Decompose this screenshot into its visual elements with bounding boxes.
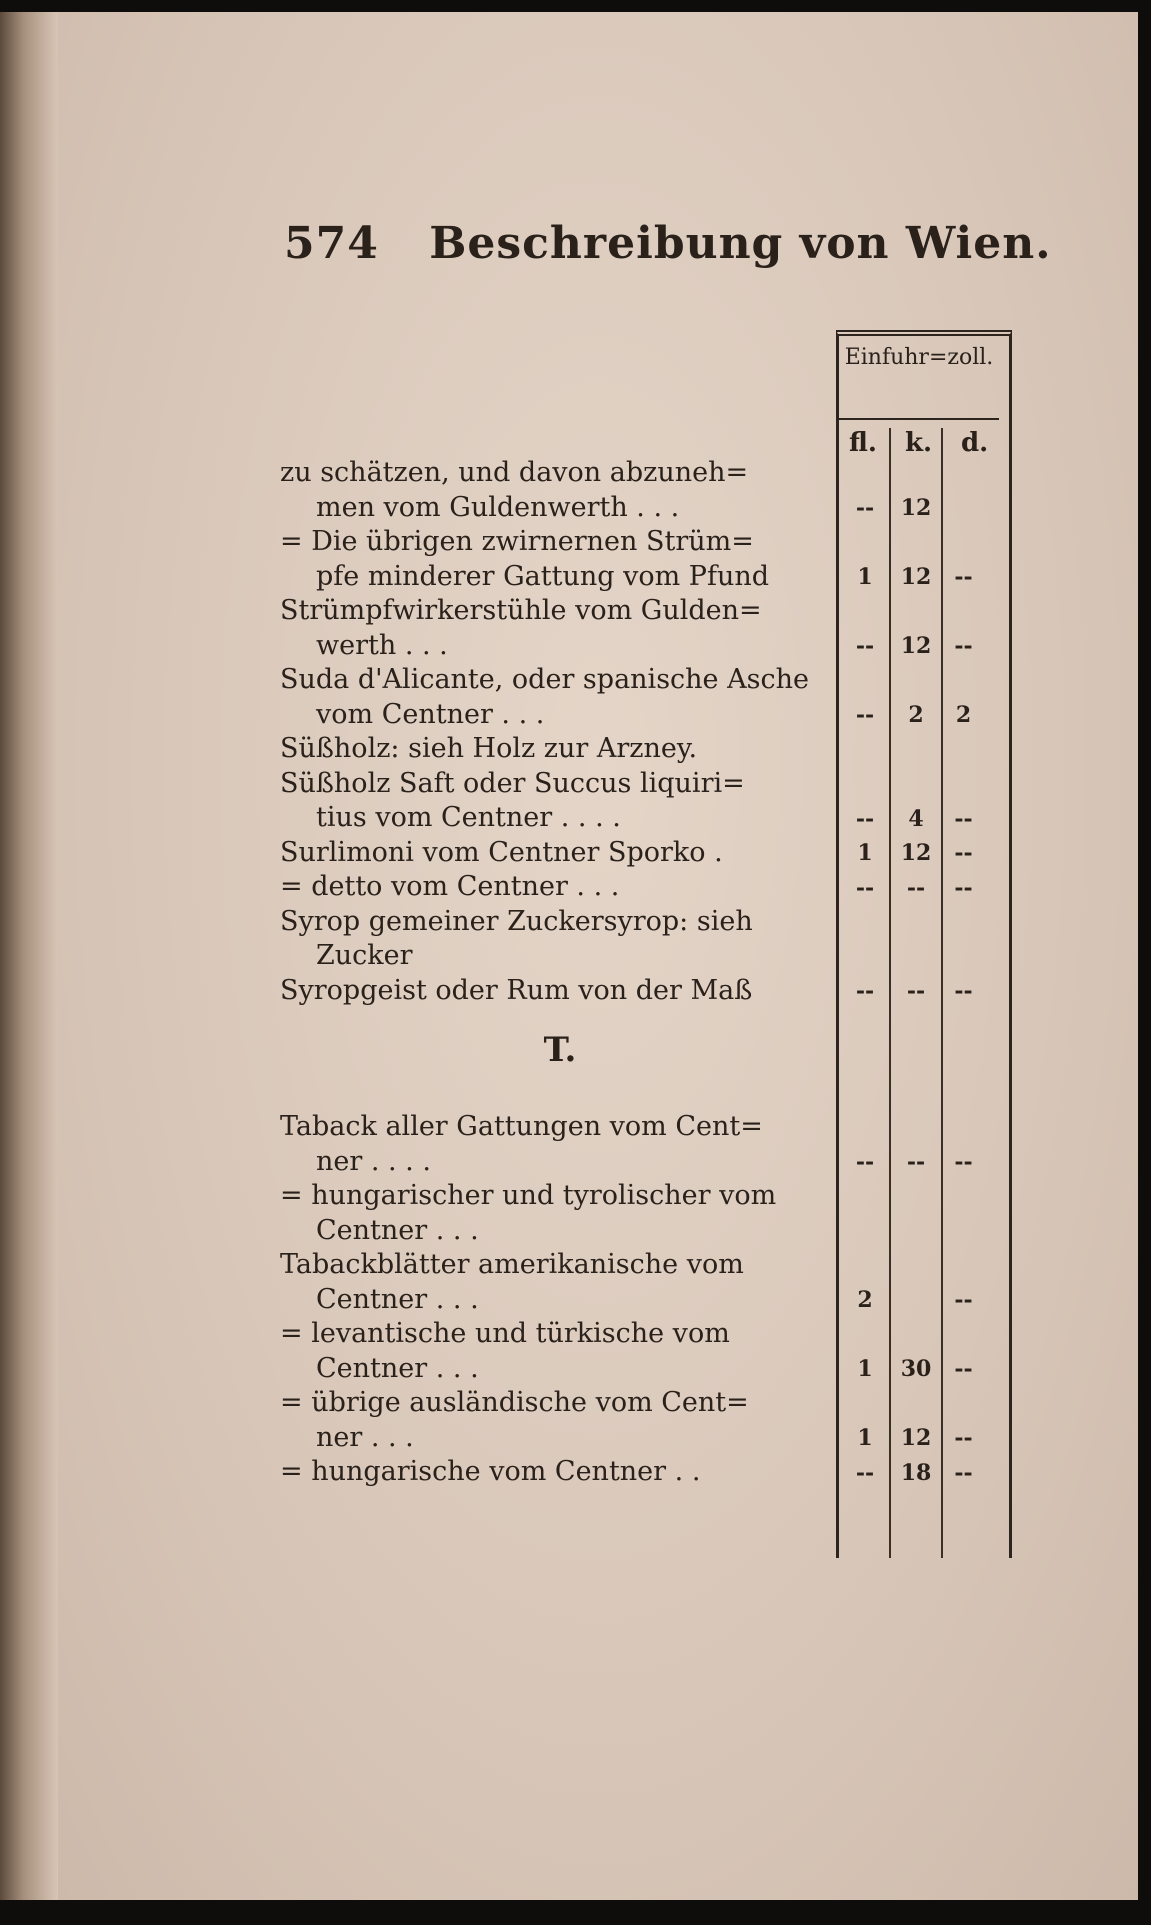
entry-values [840,495,985,521]
entry-values [840,1460,985,1486]
tariff-entry [280,594,973,663]
entry-line: = Die übrigen zwirnernen Strüm= [280,526,754,557]
value-d: -- [954,805,973,832]
value-k: 30 [900,1356,932,1382]
entry-values [840,978,985,1004]
entry-line: Surlimoni vom Centner Sporko . [280,836,723,868]
value-fl: -- [855,1149,875,1175]
entry-text [280,836,840,871]
value-d: -- [954,633,973,659]
value-fl: -- [855,1459,875,1486]
column-header-fl: fl. [849,428,877,458]
value-k: 4 [908,805,924,832]
value-k: 12 [900,495,932,521]
entry-line: Taback aller Gattungen vom Cent= [280,1111,763,1142]
column-header-d: d. [961,428,989,458]
entry-line: = hungarischer und tyrolischer vom [280,1180,777,1211]
section-letter: T. [543,1030,577,1070]
entry-text [280,1386,840,1455]
tariff-entry [280,836,973,871]
entry-text [280,663,840,732]
value-k [890,1287,942,1313]
value-d: -- [954,840,973,866]
tariff-entry [280,525,973,594]
tariff-entry [280,1110,973,1179]
value-d: -- [954,1149,973,1175]
entry-values [840,1287,985,1313]
book-spine [0,12,58,1900]
entry-text [280,525,840,594]
tariff-entry [280,732,840,767]
value-d: -- [954,1356,973,1382]
value-k: 12 [900,840,932,866]
value-k: 12 [900,564,932,590]
running-header [284,218,1052,269]
entry-text [280,732,840,767]
table-rule [839,418,999,420]
entry-text [280,1317,840,1386]
entry-line: zu schätzen, und davon abzuneh= [280,457,749,488]
tariff-entry [280,663,972,732]
entry-line: Suda d'Alicante, oder spanische Asche [280,664,809,695]
entry-line: werth . . . [316,629,448,661]
value-k: -- [906,874,926,901]
column-header-k: k. [905,428,933,458]
entry-line: ner . . . . [316,1145,431,1177]
entry-text [280,870,840,905]
value-fl: 1 [857,1425,873,1451]
entry-line: Süßholz: sieh Holz zur Arzney. [280,733,698,764]
entry-line: pfe minderer Gattung vom Pfund [316,560,770,592]
entry-text [280,594,840,663]
value-d: -- [954,1459,973,1486]
value-k: -- [906,1149,926,1175]
entry-line: Centner . . . [316,1283,479,1315]
entry-values [840,840,985,866]
page-number: 574 [284,218,379,269]
value-d: -- [954,564,973,590]
entry-line: = levantische und türkische vom [280,1318,730,1349]
entry-line: Strümpfwirkerstühle vom Gulden= [280,595,762,626]
entry-line: = übrige ausländische vom Cent= [280,1387,749,1418]
entry-text [280,905,840,974]
entry-values [840,1149,985,1175]
entry-line: = detto vom Centner . . . [280,871,620,902]
entry-text [280,1248,840,1317]
value-d: -- [954,978,973,1004]
tariff-entry [280,1317,973,1386]
value-d [942,495,985,521]
tariff-entry [280,905,840,974]
tariff-entry [280,974,973,1009]
entry-values [840,564,985,590]
page-title: Beschreibung von Wien. [429,218,1052,269]
entry-line: Tabackblätter amerikanische vom [280,1249,744,1280]
value-fl: 1 [857,840,873,866]
entry-line: ner . . . [316,1421,414,1453]
value-fl: 1 [857,564,873,590]
value-d: -- [954,1425,973,1451]
value-fl: 1 [857,1356,873,1382]
value-fl: -- [855,978,875,1004]
entry-values [840,633,985,659]
value-k: 12 [900,1425,932,1451]
entry-text [280,1179,840,1248]
entry-line: Syropgeist oder Rum von der Maß [280,974,753,1006]
entry-text [280,1455,840,1490]
entry-values [840,1425,985,1451]
entry-line: Süßholz Saft oder Succus liquiri= [280,767,745,799]
entry-list [280,456,973,1490]
entry-text [280,974,840,1009]
tariff-entry [280,1455,973,1490]
value-fl: -- [855,702,875,728]
value-k: 2 [908,702,924,728]
entry-text [280,767,840,836]
value-k: 12 [900,633,932,659]
tariff-entry [280,767,973,836]
tariff-entry [280,1386,973,1455]
value-d: 2 [955,702,972,728]
entry-values [840,806,985,832]
value-k: 18 [900,1459,932,1486]
entry-text [280,1110,840,1179]
value-d: -- [954,1287,973,1313]
value-fl: -- [855,874,875,901]
entry-values [840,1356,985,1382]
tariff-entry [280,1248,973,1317]
entry-line: Zucker [316,940,413,971]
table-heading: Einfuhr=zoll. [844,345,994,370]
entry-line: men vom Guldenwerth . . . [316,491,680,523]
entry-text [280,456,840,525]
entry-values [840,875,985,901]
value-fl: -- [855,805,875,832]
value-fl: 2 [857,1287,873,1313]
tariff-entry [280,456,932,525]
tariff-entry [280,1179,840,1248]
value-k: -- [906,978,926,1004]
entry-line: tius vom Centner . . . . [316,802,621,833]
value-fl: -- [855,495,875,521]
entry-values [840,702,985,728]
entry-line: vom Centner . . . [316,698,545,730]
entry-line: Centner . . . [316,1352,479,1384]
entry-line: = hungarische vom Centner . . [280,1456,701,1487]
entry-line: Syrop gemeiner Zuckersyrop: sieh [280,905,753,937]
entry-line: Centner . . . [316,1214,479,1246]
value-fl: -- [855,633,875,659]
value-d: -- [954,874,973,901]
tariff-entry [280,870,973,905]
